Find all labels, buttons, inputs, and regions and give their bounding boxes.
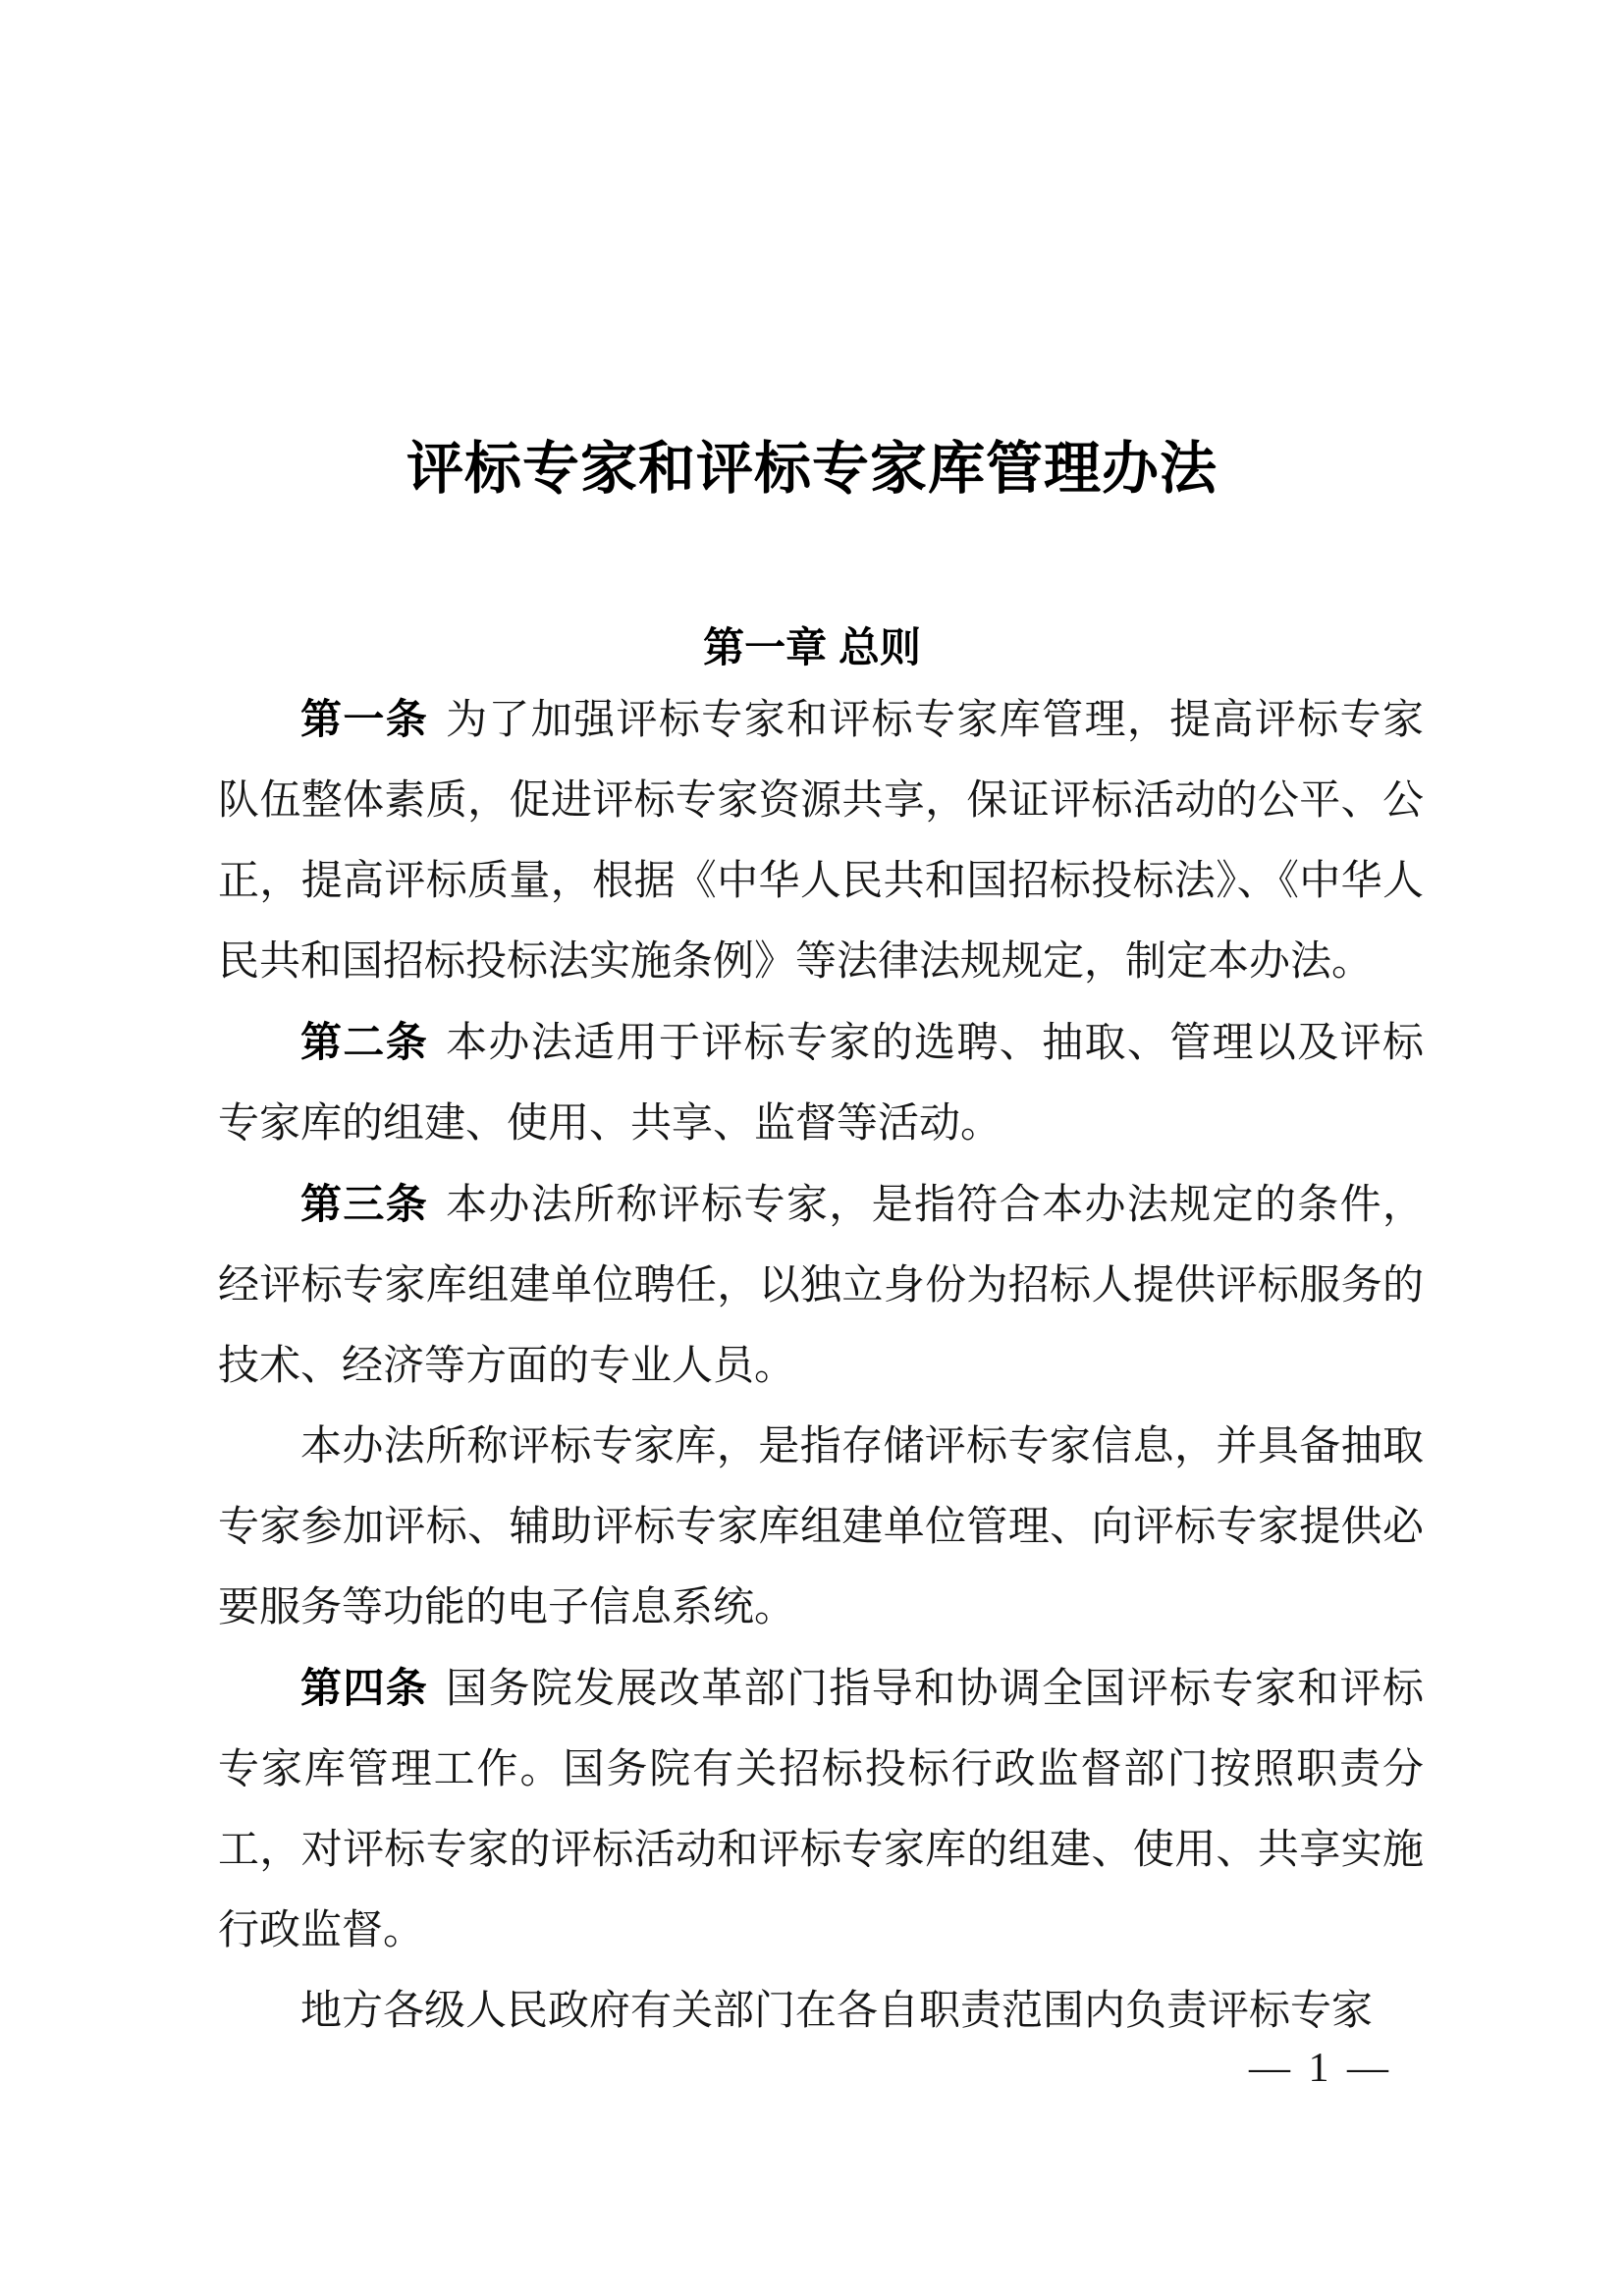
- paragraph-text: 地方各级人民政府有关部门在各自职责范围内负责评标专家: [300, 1989, 1374, 2034]
- paragraph-text: 本办法适用于评标专家的选聘、抽取、管理以及评标专家库的组建、使用、共享、监督等活动。: [218, 1021, 1424, 1147]
- paragraph: [218, 1648, 1424, 1971]
- article-number: 第四条: [300, 1665, 429, 1711]
- paragraph: [218, 1971, 1424, 2052]
- chapter-heading: 第一章 总则: [703, 624, 921, 670]
- paragraph: [218, 1407, 1424, 1648]
- paragraph-text: 本办法所称评标专家库，是指存储评标专家信息，并具备抽取专家参加评标、辅助评标专家库组建单位管理、向评标专家提供必要服务等功能的电子信息系统。: [218, 1424, 1424, 1630]
- article-number: 第一条: [300, 696, 429, 742]
- paragraph-text: 为了加强评标专家和评标专家库管理，提高评标专家队伍整体素质，促进评标专家资源共享，保证评标活动的公平、公正，提高评标质量，根据《中华人民共和国招标投标法》、《中华人民共和国招标投标法实施条例》等法律法规规定，制定本办法。: [218, 698, 1424, 985]
- article-number: 第三条: [300, 1181, 429, 1227]
- paragraph-text: 本办法所称评标专家，是指符合本办法规定的条件，经评标专家库组建单位聘任，以独立身份为招标人提供评标服务的技术、经济等方面的专业人员。: [218, 1183, 1424, 1389]
- paragraph: [218, 1164, 1424, 1407]
- paragraph: [218, 679, 1424, 1002]
- page-number: — 1 —: [1249, 2046, 1392, 2091]
- article-number: 第二条: [300, 1019, 429, 1065]
- paragraph: [218, 1002, 1424, 1164]
- document-title: 评标专家和评标专家库管理办法: [406, 437, 1218, 501]
- document-body: [218, 679, 1424, 2052]
- paragraph-text: 国务院发展改革部门指导和协调全国评标专家和评标专家库管理工作。国务院有关招标投标行政监督部门按照职责分工，对评标专家的评标活动和评标专家库的组建、使用、共享实施行政监督。: [218, 1667, 1424, 1953]
